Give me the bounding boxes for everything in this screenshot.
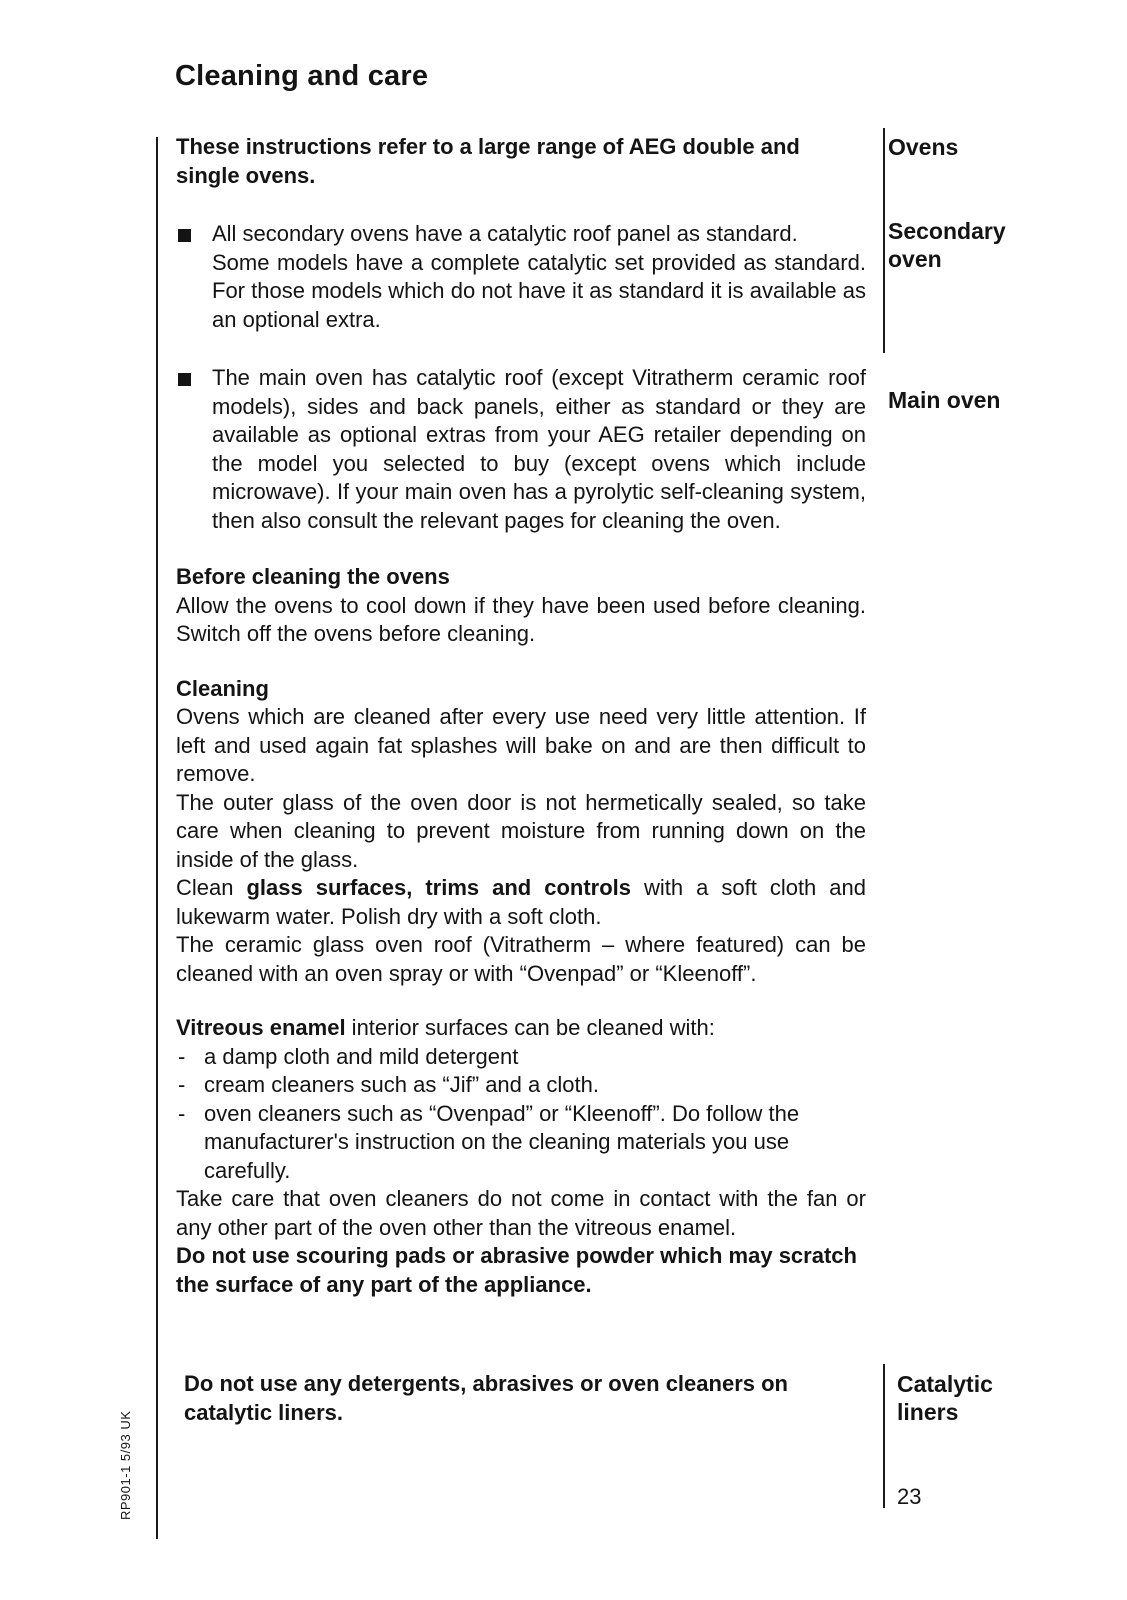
side-label-catalytic-liners: Catalytic liners — [897, 1371, 993, 1425]
before-cleaning-text: Allow the ovens to cool down if they have been used before cleaning. Switch off the ovens before cleaning. — [176, 592, 866, 646]
side-label-secondary-oven: Secondary oven — [888, 218, 1006, 272]
bullet-secondary-line2: Some models have a complete catalytic set provided as standard. For those models which do not have it as standard it is available as an optional extra. — [212, 249, 866, 332]
cleaning-p3-post: with a soft cloth and lukewarm water. Polish dry with a soft cloth. — [176, 875, 866, 929]
intro-text: These instructions refer to a large range of AEG double and single ovens. — [176, 134, 800, 188]
cleaning-paragraph-3 — [176, 874, 866, 931]
enamel-bold: Vitreous enamel — [176, 1015, 346, 1040]
enamel-intro — [176, 1014, 866, 1043]
page-number: 23 — [897, 1484, 922, 1509]
bullet-main-text: The main oven has catalytic roof (except Vitratherm ceramic roof models), sides and back panels, either as standard or they are available as optional extras from your AEG retailer depending on the model you selected to buy (except ovens which include microwave). If your main oven has a pyrolytic self-cleaning system, then also consult the relevant pages for cleaning the oven. — [212, 365, 866, 533]
cleaning-p3-bold: glass surfaces, trims and controls — [246, 875, 632, 900]
main-column — [176, 133, 866, 1299]
enamel-text: interior surfaces can be cleaned with: — [345, 1015, 715, 1040]
side-label-main-oven: Main oven — [888, 387, 1001, 413]
side-label-ovens: Ovens — [888, 134, 959, 160]
bullet-secondary-oven — [176, 220, 866, 334]
cleaning-heading: Cleaning — [176, 675, 269, 701]
before-cleaning-heading: Before cleaning the ovens — [176, 564, 450, 589]
list-item: - oven cleaners such as “Ovenpad” or “Kleenoff”. Do follow the manufacturer's instruction on the cleaning materials you use carefully. — [176, 1100, 866, 1186]
enamel-caution: Take care that oven cleaners do not come in contact with the fan or any other part of the oven other than the vitreous enamel. — [176, 1186, 866, 1240]
cleaning-paragraph-2: The outer glass of the oven door is not hermetically sealed, so take care when cleaning to prevent moisture from running down on the inside of the glass. — [176, 789, 866, 872]
page-title: Cleaning and care — [175, 60, 429, 92]
left-margin-rule — [156, 137, 158, 1539]
right-margin-rule-upper — [883, 128, 885, 353]
list-item: - cream cleaners such as “Jif” and a cloth. — [176, 1071, 866, 1100]
cleaning-p3-pre: Clean — [176, 875, 247, 900]
section-cleaning — [176, 675, 866, 989]
right-margin-rule-lower — [883, 1364, 885, 1508]
cleaning-paragraph-1: Ovens which are cleaned after every use need very little attention. If left and used again fat splashes will bake on and are then difficult to remove. — [176, 704, 866, 786]
section-vitreous-enamel — [176, 1014, 866, 1299]
bullet-main-oven — [176, 364, 866, 535]
bullet-square-icon — [178, 373, 191, 386]
section-before-cleaning — [176, 563, 866, 649]
list-item: - a damp cloth and mild detergent — [176, 1043, 866, 1072]
enamel-list — [176, 1043, 866, 1186]
enamel-warning: Do not use scouring pads or abrasive powder which may scratch the surface of any part of the appliance. — [176, 1243, 857, 1297]
catalytic-warning: Do not use any detergents, abrasives or oven cleaners on catalytic liners. — [184, 1371, 788, 1425]
bullet-square-icon — [178, 229, 191, 242]
document-code: RP901-1 5/93 UK — [118, 1410, 133, 1520]
bullet-secondary-line1: All secondary ovens have a catalytic roof panel as standard. — [212, 221, 798, 246]
cleaning-paragraph-4: The ceramic glass oven roof (Vitratherm – where featured) can be cleaned with an oven spray or with “Ovenpad” or “Kleenoff”. — [176, 932, 866, 986]
